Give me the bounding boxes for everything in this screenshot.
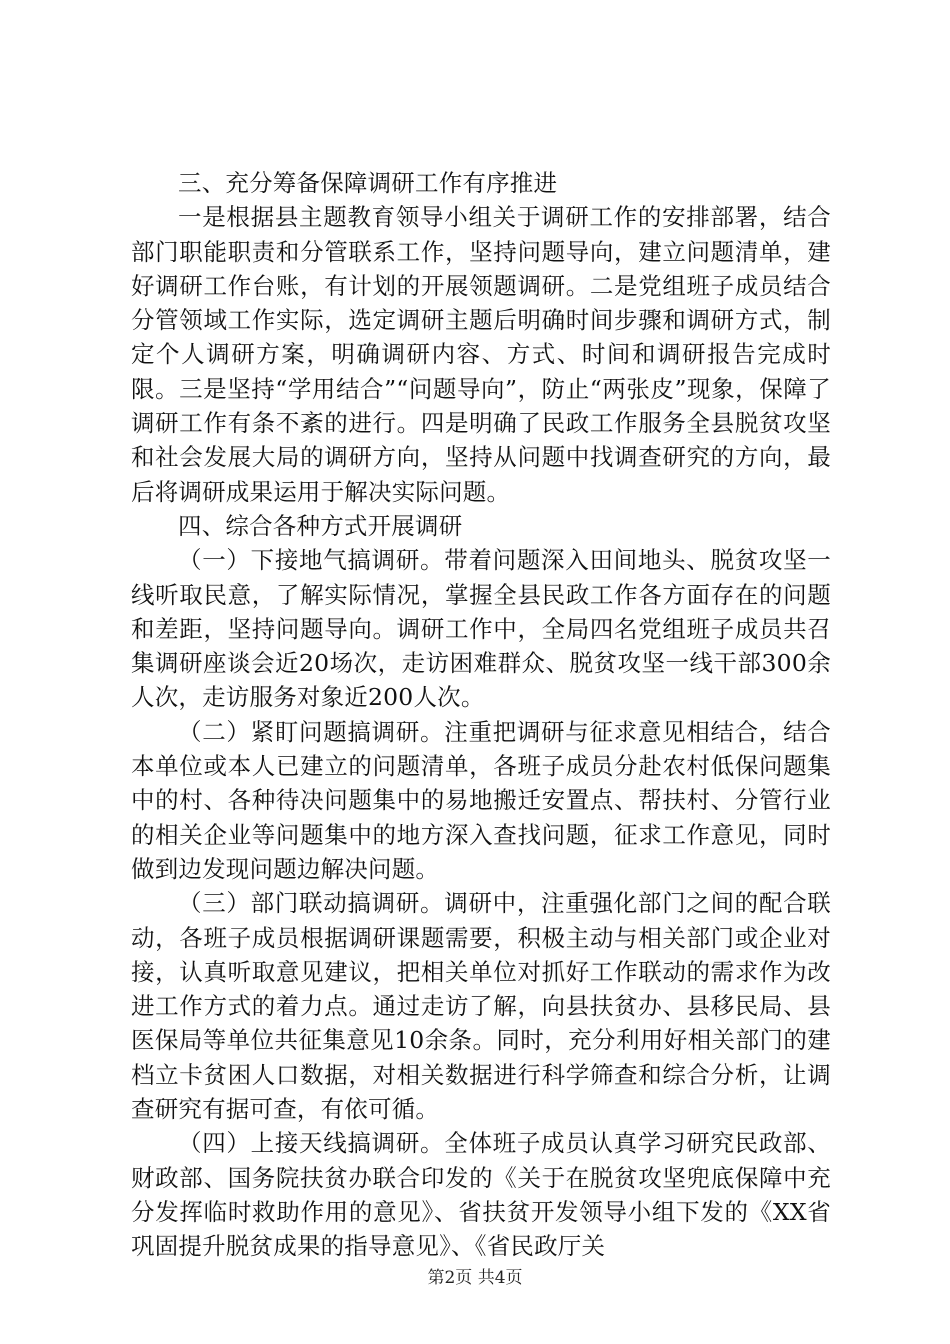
body-paragraph-item-2: （二）紧盯问题搞调研。注重把调研与征求意见相结合，结合本单位或本人已建立的问题清单，各班子成员分赴农村低保问题集中的村、各种待决问题集中的易地搬迁安置点、帮扶村、分管行业的相关企业等问题集中的地方深入查找问题，征求工作意见，同时做到边发现问题边解决问题。 — [131, 717, 831, 883]
section-heading-3: 三、充分筹备保障调研工作有序推进 — [178, 169, 558, 197]
body-paragraph-item-3: （三）部门联动搞调研。调研中，注重强化部门之间的配合联动，各班子成员根据调研课题需要，积极主动与相关部门或企业对接，认真听取意见建议，把相关单位对抓好工作联动的需求作为改进工作方式的着力点。通过走访了解，向县扶贫办、县移民局、县医保局等单位共征集意见10余条。同时，充分利用好相关部门的建档立卡贫困人口数据，对相关数据进行科学筛查和综合分析，让调查研究有据可查，有依可循。 — [131, 889, 831, 1124]
document-body — [131, 166, 831, 1264]
body-paragraph: 一是根据县主题教育领导小组关于调研工作的安排部署，结合部门职能职责和分管联系工作，坚持问题导向，建立问题清单，建好调研工作台账，有计划的开展领题调研。二是党组班子成员结合分管领域工作实际，选定调研主题后明确时间步骤和调研方式，制定个人调研方案，明确调研内容、方式、时间和调研报告完成时限。三是坚持“学用结合”“问题导向”，防止“两张皮”现象，保障了调研工作有条不紊的进行。四是明确了民政工作服务全县脱贫攻坚和社会发展大局的调研方向，坚持从问题中找调查研究的方向，最后将调研成果运用于解决实际问题。 — [131, 203, 831, 506]
body-paragraph-item-4: （四）上接天线搞调研。全体班子成员认真学习研究民政部、财政部、国务院扶贫办联合印发的《关于在脱贫攻坚兜底保障中充分发挥临时救助作用的意见》、省扶贫开发领导小组下发的《XX省巩固提升脱贫成果的指导意见》、《省民政厅关 — [131, 1129, 831, 1261]
section-heading-4: 四、综合各种方式开展调研 — [178, 511, 463, 540]
page-number-footer: 第2页 共4页 — [427, 1268, 523, 1288]
body-paragraph-item-1: （一）下接地气搞调研。带着问题深入田间地头、脱贫攻坚一线听取民意，了解实际情况，掌握全县民政工作各方面存在的问题和差距，坚持问题导向。调研工作中，全局四名党组班子成员共召集调研座谈会近20场次，走访困难群众、脱贫攻坚一线干部300余人次，走访服务对象近200人次。 — [131, 546, 831, 712]
